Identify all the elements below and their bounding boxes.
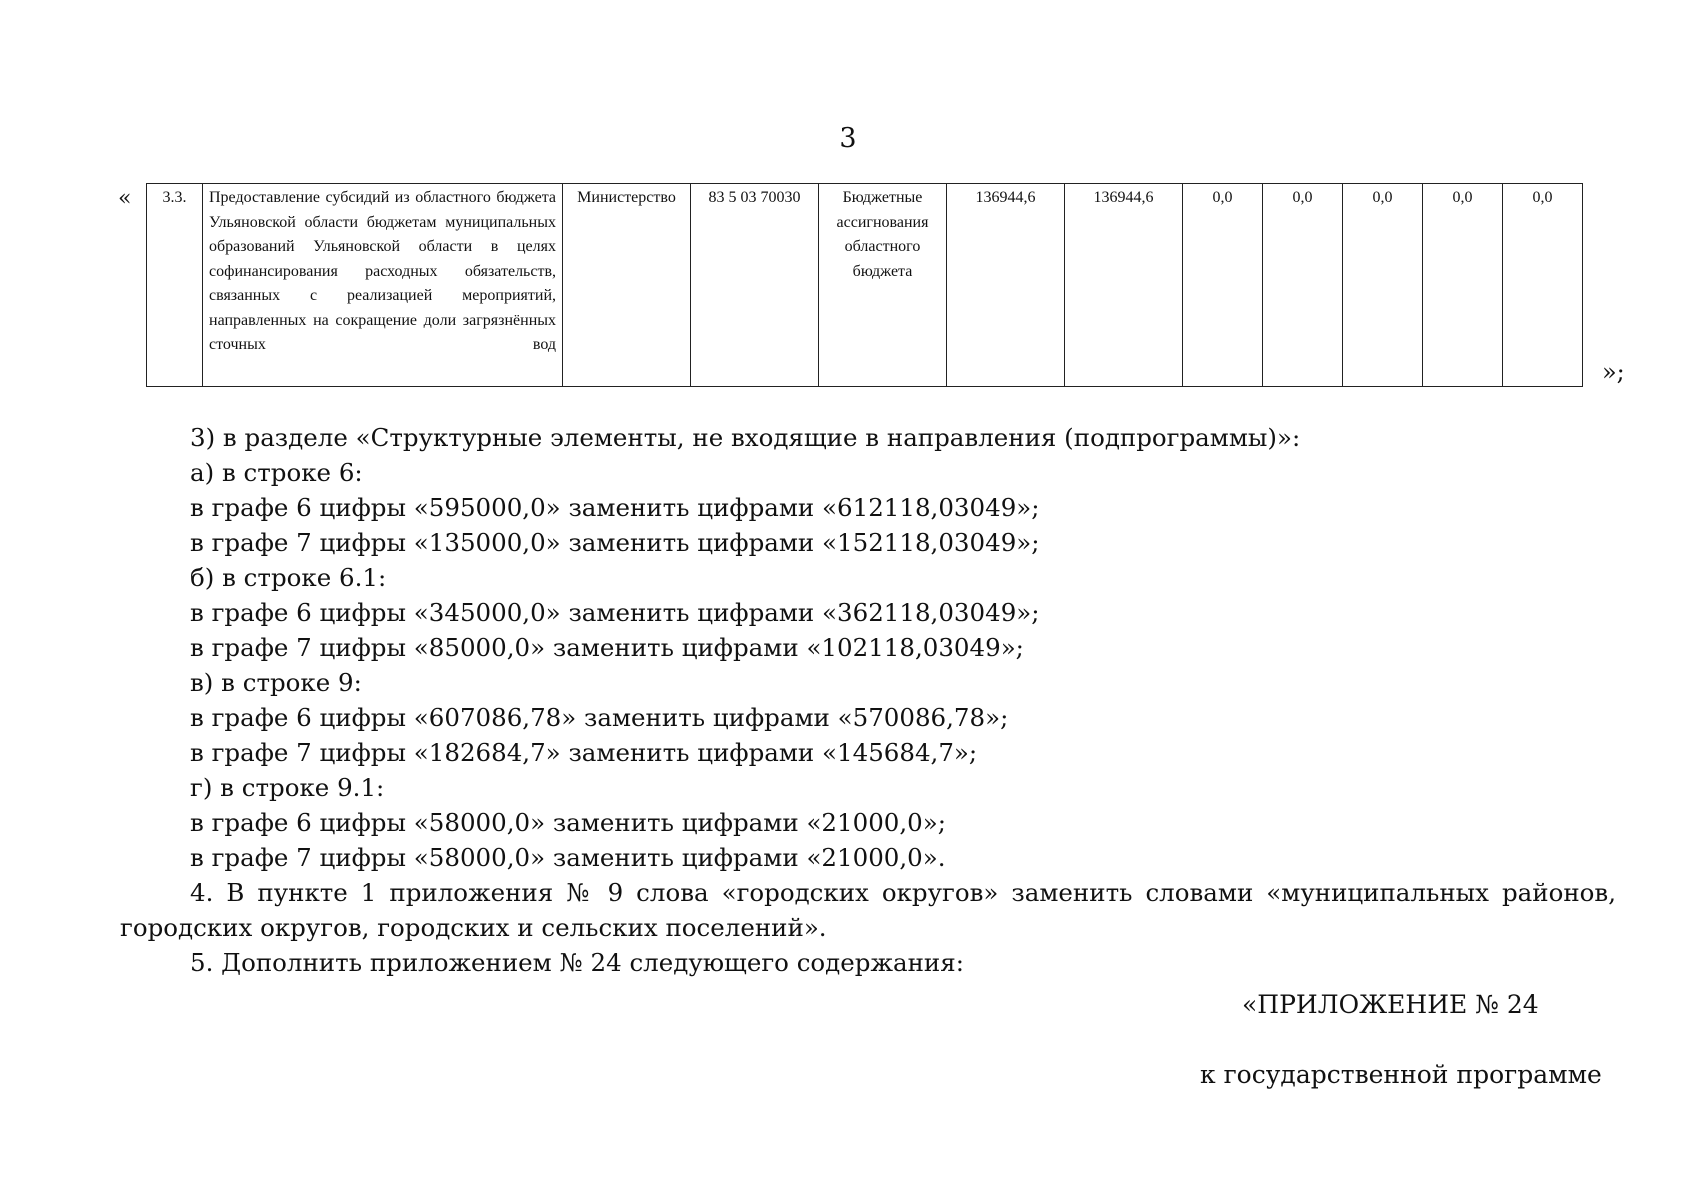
item-g-2: в графе 7 цифры «58000,0» заменить цифрами «21000,0».	[190, 843, 946, 872]
paragraph-4: 4. В пункте 1 приложения № 9 слова «городских округов» заменить словами «муниципальных районов, городских округов, городских и сельских поселений».	[120, 878, 1616, 942]
row-year6: 0,0	[1503, 184, 1583, 387]
row-name: Предоставление субсидий из областного бюджета Ульяновской области бюджетам муниципальных образований Ульяновской области в целях софинансирования расходных обязательств, связанных с реализацией мероприятий, направленных на сокращение доли загрязнённых сточных вод	[203, 184, 563, 387]
paragraph-5: 5. Дополнить приложением № 24 следующего содержания:	[190, 948, 964, 977]
item-a-2: в графе 7 цифры «135000,0» заменить цифрами «152118,03049»;	[190, 528, 1040, 557]
table-close-quote: »;	[1602, 358, 1625, 386]
row-year4: 0,0	[1343, 184, 1423, 387]
amendment-table	[146, 183, 1583, 387]
row-year2: 0,0	[1183, 184, 1263, 387]
page-number: 3	[839, 123, 857, 154]
item-3: 3) в разделе «Структурные элементы, не входящие в направления (подпрограммы)»:	[190, 423, 1301, 452]
item-a-1: в графе 6 цифры «595000,0» заменить цифрами «612118,03049»;	[190, 493, 1040, 522]
row-number: 3.3.	[147, 184, 203, 387]
row-executor: Министерство	[563, 184, 691, 387]
item-b: б) в строке 6.1:	[190, 563, 387, 592]
item-b-2: в графе 7 цифры «85000,0» заменить цифрами «102118,03049»;	[190, 633, 1024, 662]
row-year3: 0,0	[1263, 184, 1343, 387]
item-g: г) в строке 9.1:	[190, 773, 385, 802]
appendix-title: «ПРИЛОЖЕНИЕ № 24	[1242, 990, 1539, 1019]
row-year1: 136944,6	[1065, 184, 1183, 387]
item-v-1: в графе 6 цифры «607086,78» заменить цифрами «570086,78»;	[190, 703, 1009, 732]
item-g-1: в графе 6 цифры «58000,0» заменить цифрами «21000,0»;	[190, 808, 946, 837]
row-code: 83 5 03 70030	[691, 184, 819, 387]
amendment-text	[120, 420, 1616, 980]
item-a: а) в строке 6:	[190, 458, 363, 487]
row-source: Бюджетные ассигнования областного бюджета	[819, 184, 947, 387]
appendix-subtitle: к государственной программе	[1200, 1060, 1602, 1089]
table-open-quote: «	[118, 186, 132, 211]
table-row	[147, 184, 1583, 387]
row-total: 136944,6	[947, 184, 1065, 387]
item-v: в) в строке 9:	[190, 668, 362, 697]
item-b-1: в графе 6 цифры «345000,0» заменить цифрами «362118,03049»;	[190, 598, 1040, 627]
row-year5: 0,0	[1423, 184, 1503, 387]
item-v-2: в графе 7 цифры «182684,7» заменить цифрами «145684,7»;	[190, 738, 978, 767]
